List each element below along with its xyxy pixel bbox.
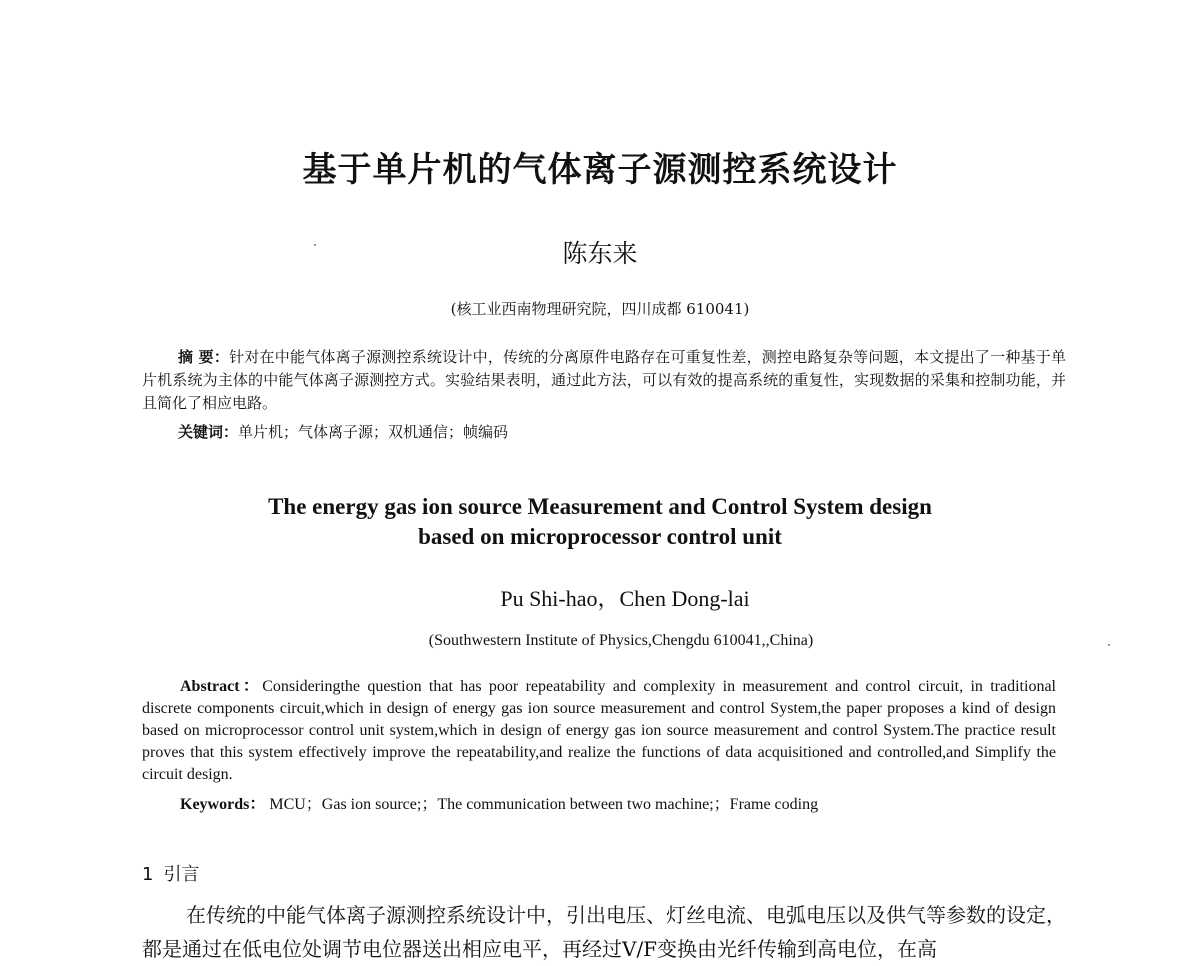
chinese-abstract [142,346,1066,415]
section-number: 1 [142,864,154,885]
english-affiliation: (Southwestern Institute of Physics,Chengdu 610041,,China) [428,632,814,649]
section-heading [142,860,199,886]
chinese-keywords [178,421,508,442]
english-keywords-text: MCU；Gas ion source;；The communication between two machine;；Frame coding [269,796,819,813]
english-abstract [142,676,1056,786]
english-authors: Pu Shi-hao，Chen Dong-lai [500,586,750,611]
scan-speck [314,244,316,246]
chinese-abstract-label: 摘 要： [178,348,230,366]
english-title-line-2: based on microprocessor control unit [418,524,782,549]
chinese-affiliation: (核工业西南物理研究院，四川成都 610041) [450,300,750,318]
section-title: 引言 [163,864,200,885]
section-body-text: 在传统的中能气体离子源测控系统设计中，引出电压、灯丝电流、电弧电压以及供气等参数的设定，都是通过在低电位处调节电位器送出相应电平，再经过V/F变换由光纤传输到高电位，在高 [142,903,1066,961]
scan-speck [1108,644,1110,646]
chinese-keywords-label: 关键词： [178,423,239,441]
english-abstract-label: Abstract： [180,678,263,695]
chinese-title: 基于单片机的气体离子源测控系统设计 [302,150,898,190]
chinese-keywords-text: 单片机；气体离子源；双机通信；帧编码 [238,423,509,441]
english-title-line-1: The energy gas ion source Measurement and Control System design [268,494,932,519]
english-keywords [180,791,818,814]
english-abstract-text: Consideringthe question that has poor repeatability and complexity in measurement and control circuit, in traditional discrete components circuit,which in design of energy gas ion source measurement and control System,the paper proposes a kind of design based on microprocessor control unit system,which in design of energy gas ion source measurement and control System.The practice result proves that this system effectively improve the repeatability,and realize the functions of data acquisitioned and controlled,and Simplify the circuit design. [142,678,1056,783]
chinese-author: 陈东来 [562,239,638,268]
chinese-abstract-text: 针对在中能气体离子源测控系统设计中，传统的分离原件电路存在可重复性差，测控电路复杂等问题，本文提出了一种基于单片机系统为主体的中能气体离子源测控方式。实验结果表明，通过此方法，可以有效的提高系统的重复性，实现数据的采集和控制功能，并且简化了相应电路。 [142,348,1066,412]
english-keywords-label: Keywords： [180,796,266,813]
english-title [0,492,1200,552]
